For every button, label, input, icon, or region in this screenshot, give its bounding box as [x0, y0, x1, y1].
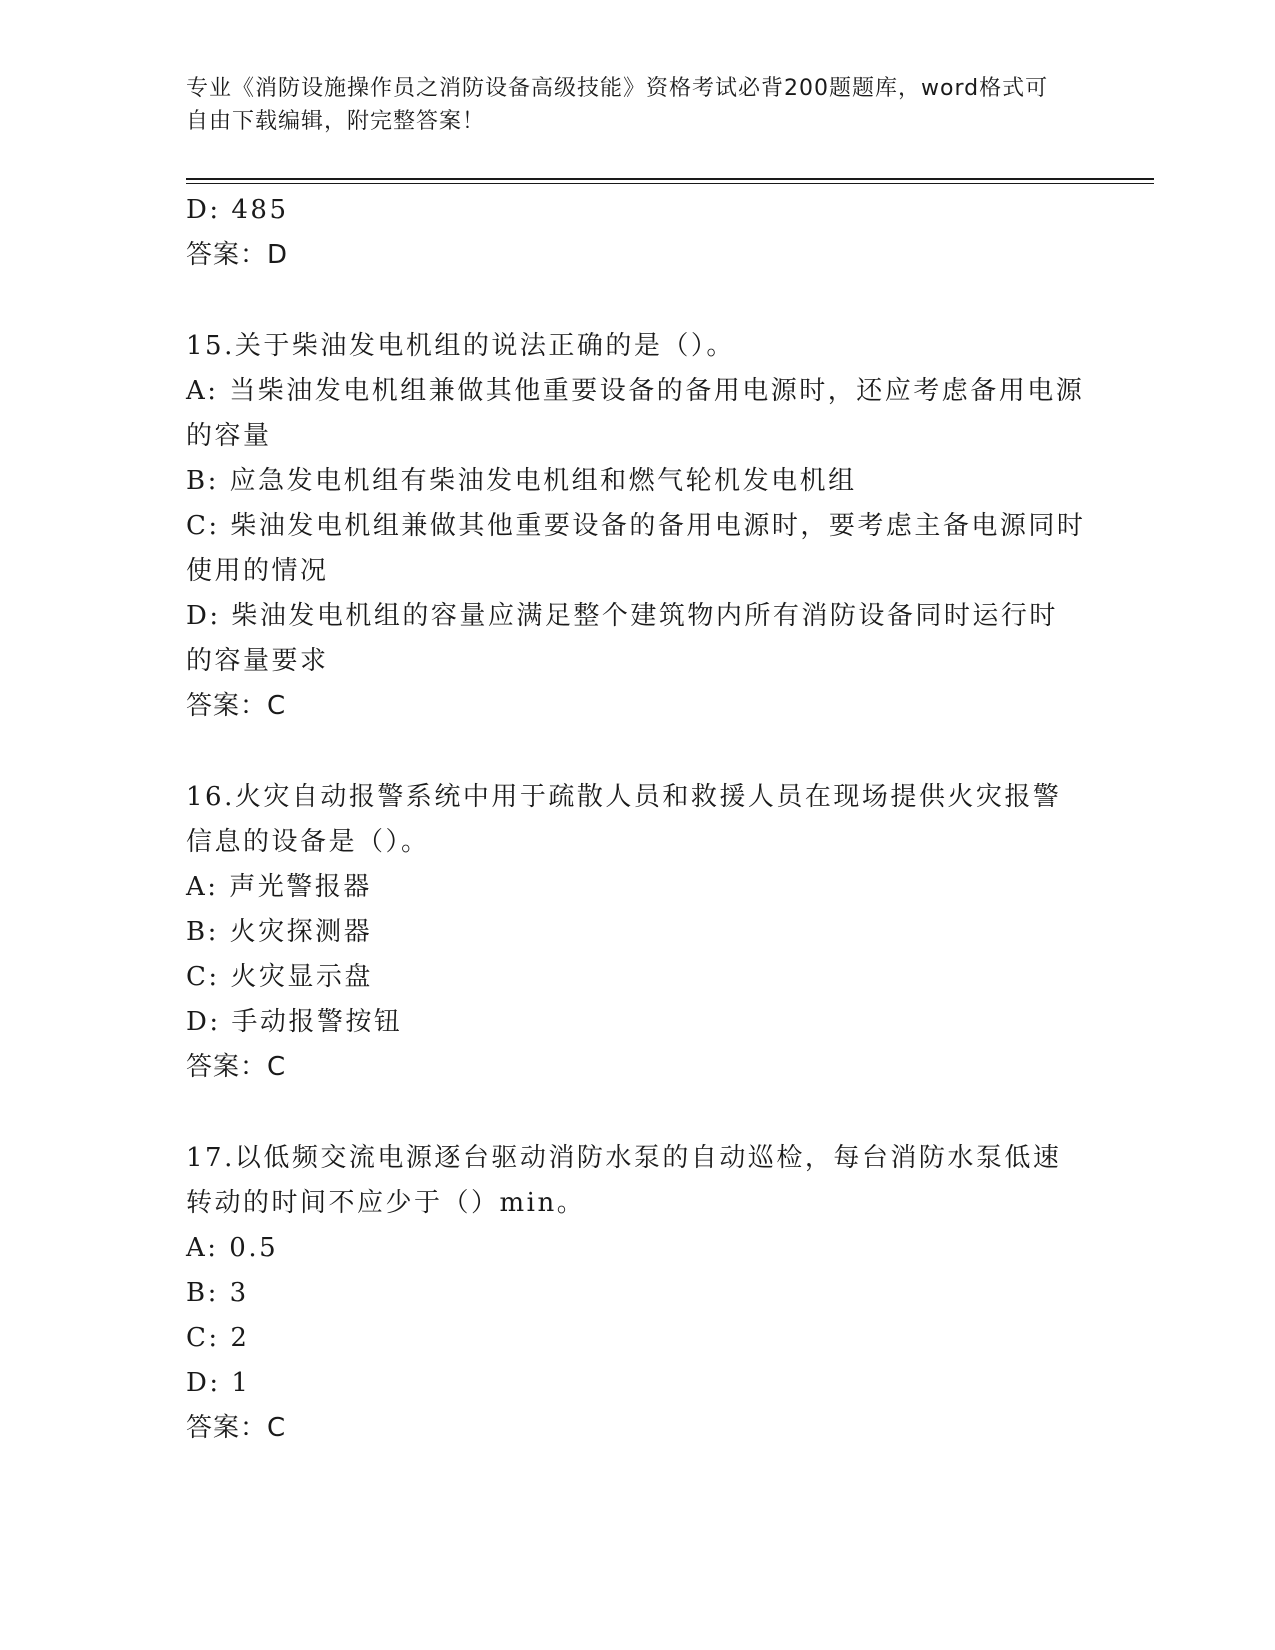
question-15-option-d: D: 柴油发电机组的容量应满足整个建筑物内所有消防设备同时运行时的容量要求	[186, 601, 1058, 676]
question-16-option-b: B: 火灾探测器	[186, 917, 373, 947]
question-16-option-a: A: 声光警报器	[186, 872, 372, 902]
question-15-option-c: C: 柴油发电机组兼做其他重要设备的备用电源时，要考虑主备电源同时使用的情况	[186, 511, 1086, 586]
question-16-stem: 16.火灾自动报警系统中用于疏散人员和救援人员在现场提供火灾报警信息的设备是（）。	[186, 782, 1062, 857]
spacer	[186, 729, 1086, 775]
question-17-answer: 答案：C	[186, 1413, 287, 1443]
question-17-option-a: A: 0.5	[186, 1233, 279, 1263]
question-15-stem: 15.关于柴油发电机组的说法正确的是（）。	[186, 331, 735, 361]
prev-answer: 答案：D	[186, 240, 289, 270]
question-content	[186, 188, 1086, 1451]
spacer	[186, 278, 1086, 324]
question-17-option-d: D: 1	[186, 1368, 251, 1398]
question-16-option-d: D: 手动报警按钮	[186, 1007, 403, 1037]
question-16-answer: 答案：C	[186, 1052, 287, 1082]
prev-option-d: D: 485	[186, 195, 289, 225]
question-15-option-b: B: 应急发电机组有柴油发电机组和燃气轮机发电机组	[186, 466, 857, 496]
question-15-option-a: A: 当柴油发电机组兼做其他重要设备的备用电源时，还应考虑备用电源的容量	[186, 376, 1085, 451]
question-17-option-c: C: 2	[186, 1323, 250, 1353]
question-15-answer: 答案：C	[186, 691, 287, 721]
header-divider-thin	[186, 183, 1154, 184]
question-17-stem: 17.以低频交流电源逐台驱动消防水泵的自动巡检，每台消防水泵低速转动的时间不应少于（）min。	[186, 1143, 1062, 1218]
header-divider-thick	[186, 178, 1154, 180]
document-header: 专业《消防设施操作员之消防设备高级技能》资格考试必背200题题库，word格式可自由下载编辑，附完整答案！	[186, 76, 1049, 134]
spacer	[186, 1090, 1086, 1136]
question-17-option-b: B: 3	[186, 1278, 249, 1308]
question-16-option-c: C: 火灾显示盘	[186, 962, 373, 992]
